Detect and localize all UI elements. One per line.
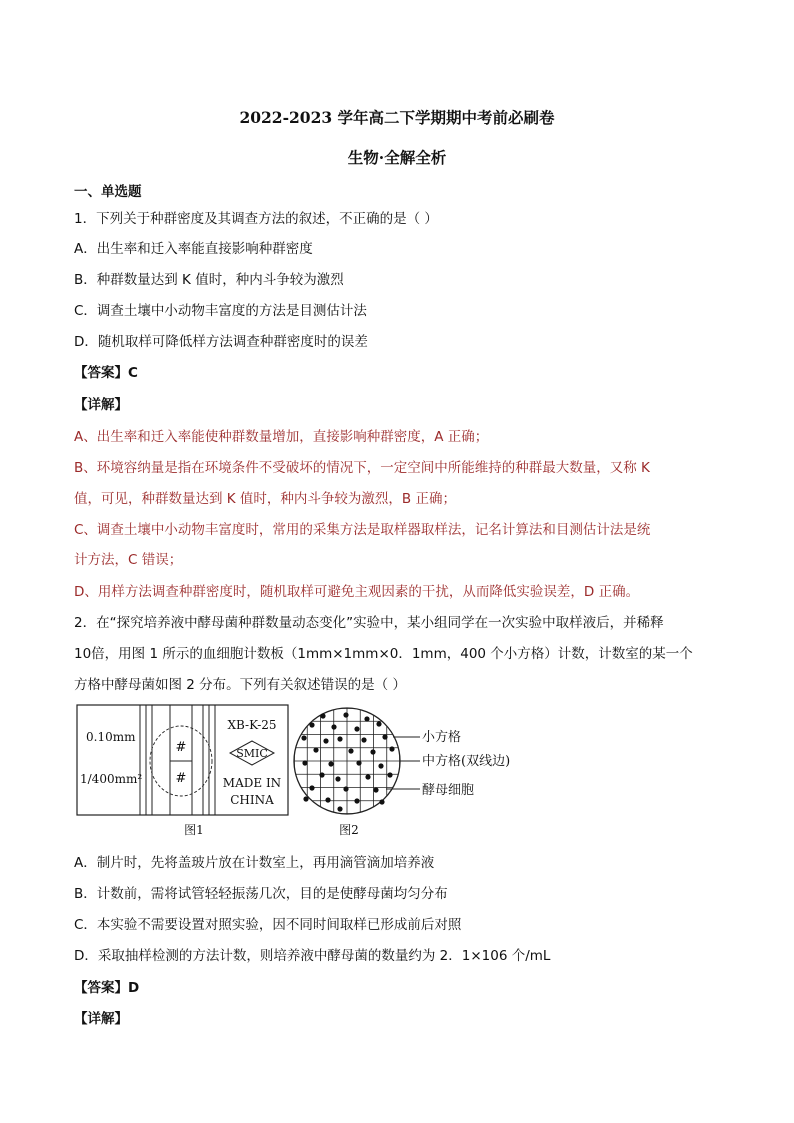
q1-detail-b2: 值，可见，种群数量达到 K 值时，种内斗争较为激烈，B 正确； — [74, 491, 456, 507]
q1-option-d: D．随机取样可降低样方法调查种群密度时的误差 — [74, 334, 368, 350]
yeast-cell-dot — [378, 763, 383, 768]
chamber-made-in-label: MADE IN — [222, 776, 282, 790]
yeast-cell-dot — [370, 749, 375, 754]
yeast-cell-dot — [354, 726, 359, 731]
yeast-cell-dot — [389, 746, 394, 751]
svg-text:#: # — [175, 740, 187, 755]
yeast-cell-dot — [302, 760, 307, 765]
figure-1-caption: 图1 — [184, 823, 204, 837]
q1-detail-a: A、出生率和迁入率能使种群数量增加，直接影响种群密度，A 正确； — [74, 429, 489, 445]
yeast-cell-dot — [343, 786, 348, 791]
q2-option-d: D．采取抽样检测的方法计数，则培养液中酵母菌的数量约为 2．1×106 个/mL — [74, 948, 551, 964]
chamber-country-label: CHINA — [230, 793, 274, 807]
yeast-cell-dot — [328, 761, 333, 766]
q1-detail-label: 【详解】 — [74, 397, 128, 413]
yeast-cell-dot — [335, 776, 340, 781]
q1-option-c: C．调查土壤中小动物丰富度的方法是目测估计法 — [74, 303, 367, 319]
label-yeast-cell: 酵母细胞 — [422, 783, 475, 798]
q1-option-a: A．出生率和迁入率能直接影响种群密度 — [74, 241, 313, 257]
yeast-cell-dot — [387, 772, 392, 777]
q2-figure — [76, 703, 536, 847]
yeast-cell-dot — [348, 748, 353, 753]
yeast-cell-dot — [354, 798, 359, 803]
chamber-area-label: 1/400mm² — [80, 772, 143, 786]
q2-option-a: A．制片时，先将盖玻片放在计数室上，再用滴管滴加培养液 — [74, 855, 435, 871]
yeast-cell-dot — [376, 721, 381, 726]
yeast-cell-dot — [343, 712, 348, 717]
yeast-cell-dot — [361, 737, 366, 742]
yeast-grid-diagram — [294, 708, 510, 837]
yeast-cell-dot — [379, 799, 384, 804]
yeast-cell-dot — [337, 736, 342, 741]
page-title: 2022-2023 学年高二下学期期中考前必刷卷 — [239, 108, 555, 127]
q2-option-b: B．计数前，需将试管轻轻振荡几次，目的是使酵母菌均匀分布 — [74, 886, 448, 902]
yeast-cell-dot — [373, 787, 378, 792]
yeast-cell-dot — [301, 735, 306, 740]
q2-stem-line3: 方格中酵母菌如图 2 分布。下列有关叙述错误的是（ ） — [74, 677, 406, 693]
yeast-cell-dot — [356, 760, 361, 765]
q1-detail-b1: B、环境容纳量是指在环境条件不受破坏的情况下，一定空间中所能维持的种群最大数量，又称 K — [74, 460, 650, 476]
yeast-cell-dot — [382, 734, 387, 739]
yeast-cell-dot — [331, 724, 336, 729]
q1-stem: 1．下列关于种群密度及其调查方法的叙述，不正确的是（ ） — [74, 211, 438, 227]
yeast-cell-dot — [309, 785, 314, 790]
section-heading: 一、单选题 — [74, 184, 142, 200]
yeast-cell-dot — [365, 774, 370, 779]
q2-option-c: C．本实验不需要设置对照实验，因不同时间取样已形成前后对照 — [74, 917, 462, 933]
svg-text:#: # — [175, 771, 187, 786]
yeast-cell-dot — [364, 716, 369, 721]
label-small-square: 小方格 — [422, 730, 462, 745]
page-subtitle: 生物·全解全析 — [347, 148, 447, 167]
q2-stem-line2: 10倍，用图 1 所示的血细胞计数板（1mm×1mm×0．1mm，400 个小方格）计数，计数室的某一个 — [74, 646, 693, 662]
yeast-cell-dot — [325, 797, 330, 802]
yeast-cell-dot — [337, 806, 342, 811]
counting-chamber-diagram — [77, 705, 288, 837]
yeast-cell-dot — [303, 796, 308, 801]
q2-detail-label: 【详解】 — [74, 1011, 128, 1027]
yeast-cell-dot — [319, 772, 324, 777]
chamber-depth-label: 0.10mm — [86, 730, 136, 744]
yeast-cell-dot — [320, 713, 325, 718]
yeast-cell-dot — [309, 722, 314, 727]
chamber-brand-label: SMIC — [236, 747, 268, 760]
label-medium-square: 中方格(双线边) — [422, 754, 511, 769]
q1-answer: 【答案】C — [74, 365, 138, 381]
yeast-cell-dot — [323, 738, 328, 743]
q1-detail-d: D、用样方法调查种群密度时，随机取样可避免主观因素的干扰，从而降低实验误差，D 正确。 — [74, 584, 640, 600]
q2-stem-line1: 2．在“探究培养液中酵母菌种群数量动态变化”实验中，某小组同学在一次实验中取样液后，并稀释 — [74, 615, 664, 631]
q1-detail-c1: C、调查土壤中小动物丰富度时，常用的采集方法是取样器取样法，记名计算法和目测估计法是统 — [74, 522, 651, 538]
q1-option-b: B．种群数量达到 K 值时，种内斗争较为激烈 — [74, 272, 344, 288]
figure-2-caption: 图2 — [339, 823, 359, 837]
q1-detail-c2: 计方法，C 错误； — [74, 552, 183, 568]
chamber-code-label: XB-K-25 — [227, 718, 277, 732]
yeast-cell-dot — [313, 747, 318, 752]
q2-answer: 【答案】D — [74, 980, 140, 996]
